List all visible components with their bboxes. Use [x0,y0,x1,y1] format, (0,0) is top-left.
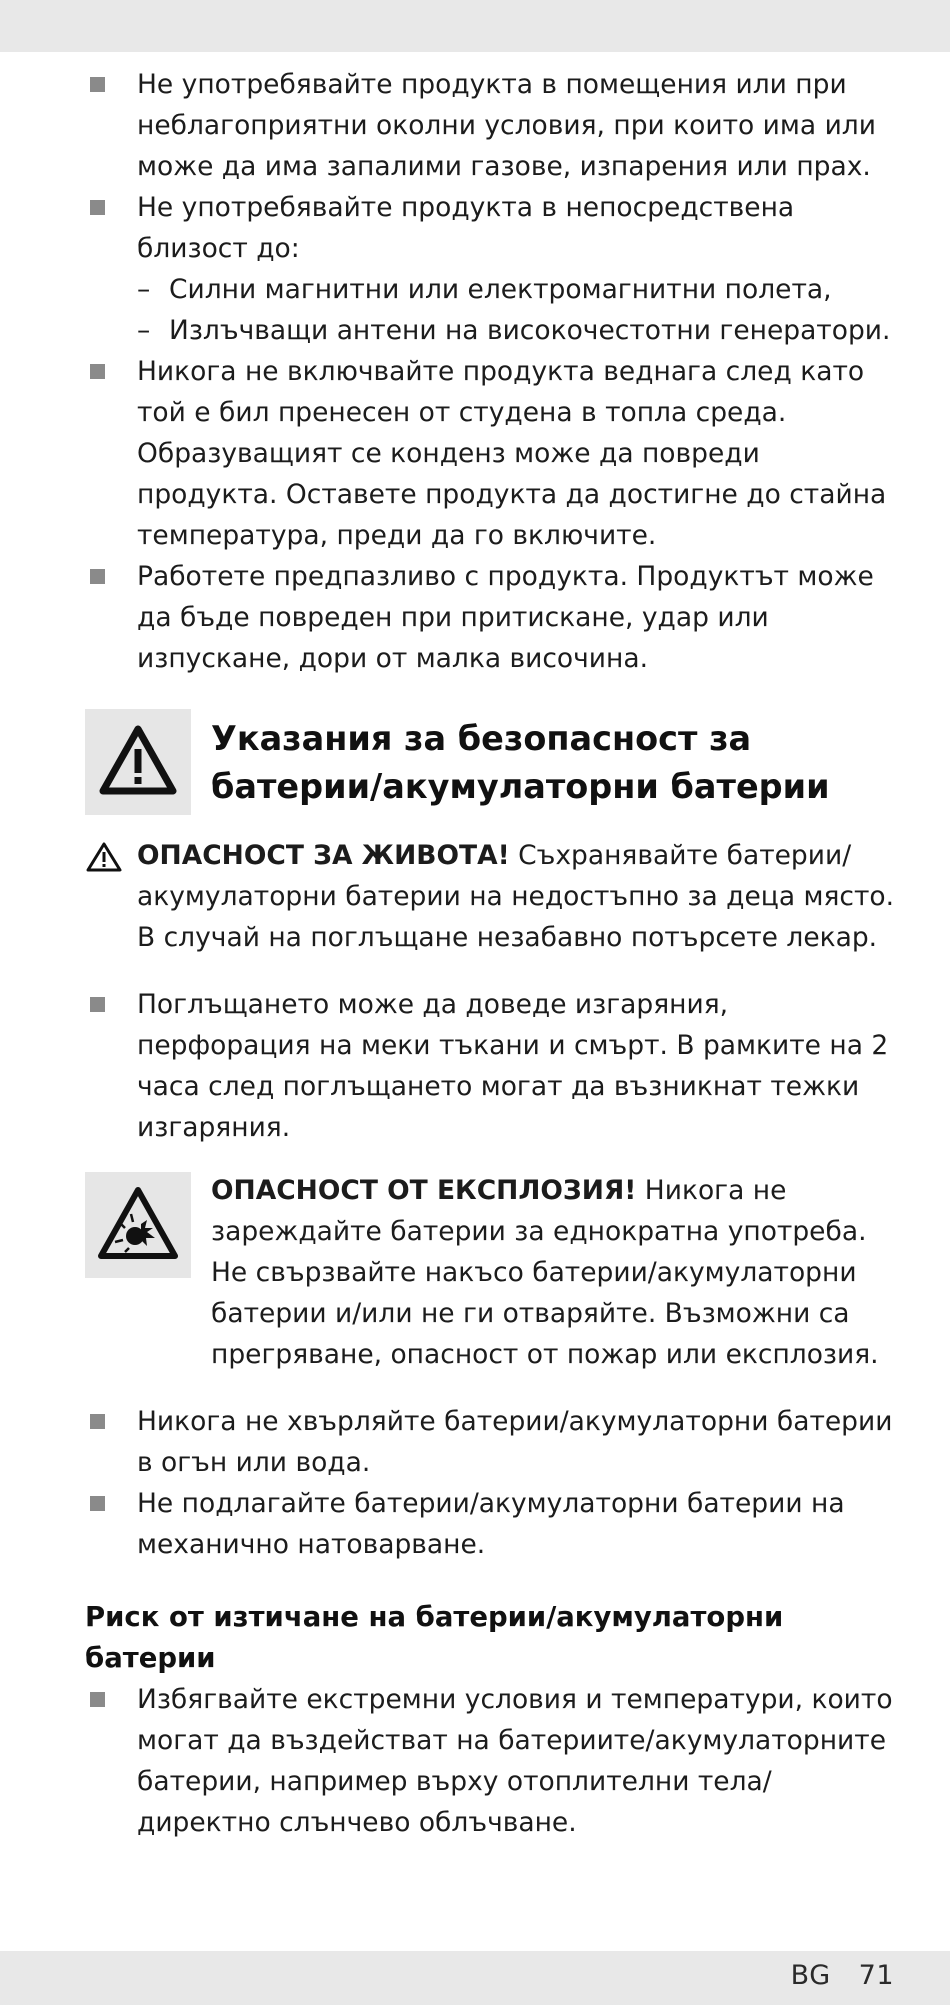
safety-item [85,1401,905,1483]
bullet-square-icon [90,200,105,215]
dash-icon: – [137,315,151,346]
sub-item-text: Излъчващи антени на високочестотни генератори. [169,315,891,346]
safety-item [85,984,905,1148]
bullet-square-icon [90,1692,105,1707]
safety-item-text: Никога не включвайте продукта веднага след като той е бил пренесен от студена в топла среда. Образуващият се конденз може да повреди продукта. Оставете продукта да достигне до стайна температура, преди да го включите. [137,356,887,551]
explosion-warning [85,1170,905,1375]
safety-item [85,1679,905,1843]
explosion-text: Никога не зареждайте батерии за еднократна употреба. Не свързвайте накъсо батерии/акумулаторни батерии и/или не ги отваряйте. Възможни са прегряване, опасност от пожар или експлозия. [211,1175,879,1370]
safety-item-text: Не употребявайте продукта в непосредствена близост до: [137,192,795,264]
safety-item-text: Поглъщането може да доведе изгаряния, перфорация на меки тъкани и смърт. В рамките на 2 часа след поглъщането могат да възникнат тежки изгаряния. [137,989,889,1143]
section-title-line: Указания за безопасност за [211,719,752,758]
leak-heading: Риск от изтичане на батерии/акумулаторни батерии [85,1601,784,1674]
section-title [211,715,830,811]
safety-item [85,351,905,556]
safety-item [85,64,905,187]
page-footer [791,1960,894,1991]
danger-label: ОПАСНОСТ ЗА ЖИВОТА! [137,840,510,871]
explosion-label: ОПАСНОСТ ОТ ЕКСПЛОЗИЯ! [211,1175,637,1206]
danger-life-warning [85,835,905,958]
safety-item-text: Работете предпазливо с продукта. Продуктът може да бъде повреден при притискане, удар или изпускане, дори от малка височина. [137,561,874,674]
top-band [0,0,950,52]
warning-triangle-icon [85,841,123,885]
explosion-hazard-icon [85,1172,191,1278]
sub-item [85,310,905,351]
bullet-square-icon [90,1496,105,1511]
safety-item [85,556,905,679]
section-heading [85,709,905,815]
danger-text: Съхранявайте батерии/ акумулаторни батерии на недостъпно за деца място. В случай на поглъщане незабавно потърсете лекар. [137,840,895,953]
bullet-square-icon [90,77,105,92]
page-content [85,64,905,1843]
safety-item [85,1483,905,1565]
safety-item [85,187,905,269]
sub-item-text: Силни магнитни или електромагнитни полета, [169,274,832,305]
explosion-text-block [211,1170,905,1375]
safety-item-text: Никога не хвърляйте батерии/акумулаторни батерии в огън или вода. [137,1406,893,1478]
section-title-line: батерии/акумулаторни батерии [211,767,830,806]
warning-triangle-icon [85,709,191,815]
safety-item-text: Не подлагайте батерии/акумулаторни батерии на механично натоварване. [137,1488,845,1560]
safety-item-text: Не употребявайте продукта в помещения или при неблагоприятни околни условия, при които има или може да има запалими газове, изпарения или прах. [137,69,876,182]
bullet-square-icon [90,364,105,379]
safety-item-text: Избягвайте екстремни условия и температури, които могат да въздействат на батериите/акумулаторните батерии, например върху отоплителни тела/директно слънчево облъчване. [137,1684,893,1838]
sub-item [85,269,905,310]
dash-icon: – [137,274,151,305]
page-number: 71 [858,1960,894,1991]
bullet-square-icon [90,997,105,1012]
language-code: BG [790,1960,831,1991]
bullet-square-icon [90,1414,105,1429]
bullet-square-icon [90,569,105,584]
